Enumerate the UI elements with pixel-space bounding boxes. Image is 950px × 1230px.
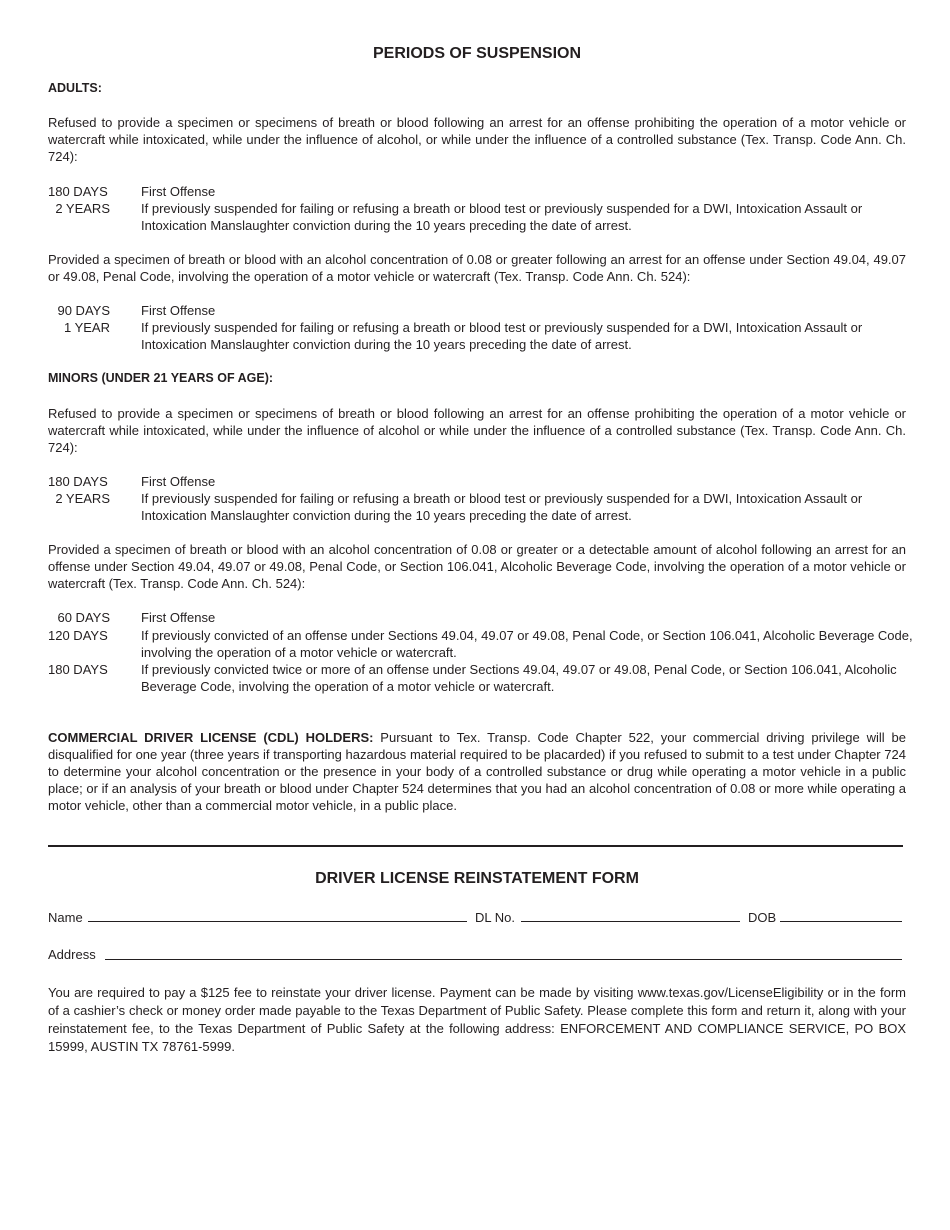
minors-refused-text: Refused to provide a specimen or specimens of breath or blood following an arrest for an offense prohibiting the operation of a motor vehicle or watercraft while intoxicated, while under the influence of alcohol or while under the influence of a controlled substance (Tex. Transp. Code Ann. Ch. 724): bbox=[48, 406, 906, 455]
adults-label: ADULTS: bbox=[48, 81, 102, 95]
description: First Offense bbox=[141, 184, 216, 199]
address-field[interactable] bbox=[105, 959, 902, 960]
dl-number-field[interactable] bbox=[521, 921, 740, 922]
duration: 180 DAYS bbox=[48, 662, 108, 677]
cdl-lead: COMMERCIAL DRIVER LICENSE (CDL) HOLDERS: bbox=[48, 730, 374, 745]
duration: 2 YEARS bbox=[55, 201, 110, 216]
form-title: DRIVER LICENSE REINSTATEMENT FORM bbox=[315, 870, 639, 887]
duration: 90 DAYS bbox=[57, 303, 110, 318]
description: If previously suspended for failing or refusing a breath or blood test or previously suspended for a DWI, Intoxication Assault or Intoxication Manslaughter conviction during the 10 years preceding the date of arrest. bbox=[141, 320, 863, 352]
name-label: Name bbox=[48, 910, 83, 925]
minors-label: MINORS (UNDER 21 YEARS OF AGE): bbox=[48, 371, 274, 385]
description: First Offense bbox=[141, 610, 216, 625]
adults-refused-text: Refused to provide a specimen or specimens of breath or blood following an arrest for an offense prohibiting the operation of a motor vehicle or watercraft while intoxicated, while under the influence of alcohol, or while under the influence of a controlled substance (Tex. Transp. Code Ann. Ch. 724): bbox=[48, 115, 906, 164]
description: First Offense bbox=[141, 303, 216, 318]
fee-instructions: You are required to pay a $125 fee to reinstate your driver license. Payment can be made by visiting www.texas.gov/LicenseEligibility or in the form of a cashier’s check or money order made payable to the Texas Department of Public Safety. Please complete this form and return it, along with your reinstatement fee, to the Texas Department of Public Safety at the following address: ENFORCEMENT AND COMPLIANCE SERVICE, PO BOX 15999, AUSTIN TX 78761-5999. bbox=[48, 985, 906, 1054]
dob-field[interactable] bbox=[780, 921, 902, 922]
address-label: Address bbox=[48, 947, 96, 962]
duration: 2 YEARS bbox=[55, 491, 110, 506]
periods-title: PERIODS OF SUSPENSION bbox=[372, 45, 582, 62]
dob-label: DOB bbox=[748, 910, 777, 925]
cdl-text: Pursuant to Tex. Transp. Code Chapter 522, your commercial driving privilege will be disqualified for one year (three years if transporting hazardous material required to be placarded) if you refused to submit to a test under Chapter 724 to determine your alcohol concentration or the presence in your body of a controlled substance or drug while operating a motor vehicle in a public place; or if an analysis of your breath or blood under Chapter 524 determines that you had an alcohol concentration of 0.08 or more while operating a motor vehicle, other than a commercial motor vehicle, in a public place. bbox=[48, 730, 906, 813]
adults-provided-text: Provided a specimen of breath or blood with an alcohol concentration of 0.08 or greater following an arrest for an offense under Section 49.04, 49.07 or 49.08, Penal Code, involving the operation of a motor vehicle or watercraft (Tex. Transp. Code Ann. Ch. 524): bbox=[48, 252, 906, 284]
minors-provided-text: Provided a specimen of breath or blood with an alcohol concentration of 0.08 or greater or a detectable amount of alcohol following an arrest for an offense under Section 49.04, 49.07 or 49.08, Penal Code, or Section 106.041, Alcoholic Beverage Code, involving the operation of a motor vehicle or watercraft (Tex. Transp. Code Ann. Ch. 524): bbox=[48, 542, 906, 591]
cdl-paragraph bbox=[48, 729, 906, 814]
duration: 1 YEAR bbox=[63, 320, 110, 335]
description: If previously suspended for failing or refusing a breath or blood test or previously suspended for a DWI, Intoxication Assault or Intoxication Manslaughter conviction during the 10 years preceding the date of arrest. bbox=[141, 201, 863, 233]
dl-number-label: DL No. bbox=[475, 910, 515, 925]
description: First Offense bbox=[141, 474, 216, 489]
description: If previously convicted of an offense under Sections 49.04, 49.07 or 49.08, Penal Code, or Section 106.041, Alcoholic Beverage Code, involving the operation of a motor vehicle or watercraft. bbox=[141, 628, 913, 660]
duration: 180 DAYS bbox=[48, 474, 108, 489]
duration: 60 DAYS bbox=[57, 610, 110, 625]
duration: 180 DAYS bbox=[48, 184, 108, 199]
description: If previously suspended for failing or refusing a breath or blood test or previously suspended for a DWI, Intoxication Assault or Intoxication Manslaughter conviction during the 10 years preceding the date of arrest. bbox=[141, 491, 863, 523]
description: If previously convicted twice or more of an offense under Sections 49.04, 49.07 or 49.08, Penal Code, or Section 106.041, Alcoholic Beverage Code, involving the operation of a motor vehicle or watercraft. bbox=[141, 662, 897, 694]
duration: 120 DAYS bbox=[48, 628, 108, 643]
section-divider bbox=[48, 845, 903, 847]
name-field[interactable] bbox=[88, 921, 467, 922]
